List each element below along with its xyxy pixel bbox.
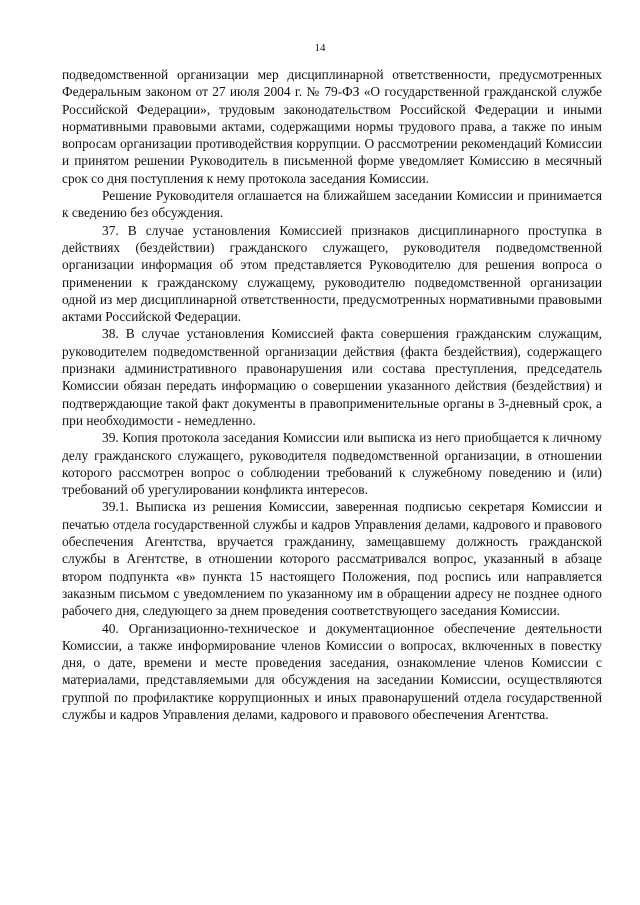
paragraph-decision-announcement: Решение Руководителя оглашается на ближайшем заседании Комиссии и принимается к сведению без обсуждения. — [62, 188, 602, 221]
paragraph-continuation: подведомственной организации мер дисциплинарной ответственности, предусмотренных Федеральным законом от 27 июля 2004 г. № 79-ФЗ «О государственной гражданской службе Российской Федерации», трудовым законодательством Российской Федерации и иными нормативными правовыми актами, содержащими нормы трудового права, а также по иным вопросам организации противодействия коррупции. О рассмотрении рекомендаций Комиссии и принятом решении Руководитель в письменной форме уведомляет Комиссию в месячный срок со дня поступления к нему протокола заседания Комиссии. — [62, 67, 602, 186]
paragraph-clause-38: 38. В случае установления Комиссией факта совершения гражданским служащим, руководителем подведомственной организации действия (факта бездействия), содержащего признаки административного правонарушения или состава преступления, председатель Комиссии обязан передать информацию о совершении указанного действия (бездействия) и подтверждающие такой факт документы в правоприменительные органы в 3-дневный срок, а при необходимости - немедленно. — [62, 326, 602, 428]
paragraph-clause-39-1: 39.1. Выписка из решения Комиссии, заверенная подписью секретаря Комиссии и печатью отдела государственной службы и кадров Управления делами, кадрового и правового обеспечения Агентства, вручается гражданину, замещавшему должность гражданской службы в Агентстве, в отношении которого рассматривался вопрос, указанный в абзаце втором подпункта «в» пункта 15 настоящего Положения, под роспись или направляется заказным письмом с уведомлением по указанному им в обращении адресу не позднее одного рабочего дня, следующего за днем проведения соответствующего заседания Комиссии. — [62, 499, 602, 619]
document-body — [62, 66, 602, 723]
paragraph-clause-39: 39. Копия протокола заседания Комиссии или выписка из него приобщается к личному делу гражданского служащего, руководителя подведомственной организации, в отношении которого рассмотрен вопрос о соблюдении требований к служебному поведению и (или) требований об урегулировании конфликта интересов. — [62, 430, 602, 498]
page-number: 14 — [314, 42, 326, 54]
paragraph-clause-40: 40. Организационно-техническое и документационное обеспечение деятельности Комиссии, а также информирование членов Комиссии о вопросах, включенных в повестку дня, о дате, времени и месте проведения заседания, ознакомление членов Комиссии с материалами, представляемыми для обсуждения на заседании Комиссии, осуществляются группой по профилактике коррупционных и иных правонарушений отдела государственной службы и кадров Управления делами, кадрового и правового обеспечения Агентства. — [62, 620, 602, 722]
paragraph-clause-37: 37. В случае установления Комиссией признаков дисциплинарного проступка в действиях (бездействии) гражданского служащего, руководителя подведомственной организации информация об этом представляется Руководителю для решения вопроса о применении к гражданскому служащему, руководителю подведомственной организации одной из мер дисциплинарной ответственности, предусмотренных нормативными правовыми актами Российской Федерации. — [62, 222, 602, 325]
